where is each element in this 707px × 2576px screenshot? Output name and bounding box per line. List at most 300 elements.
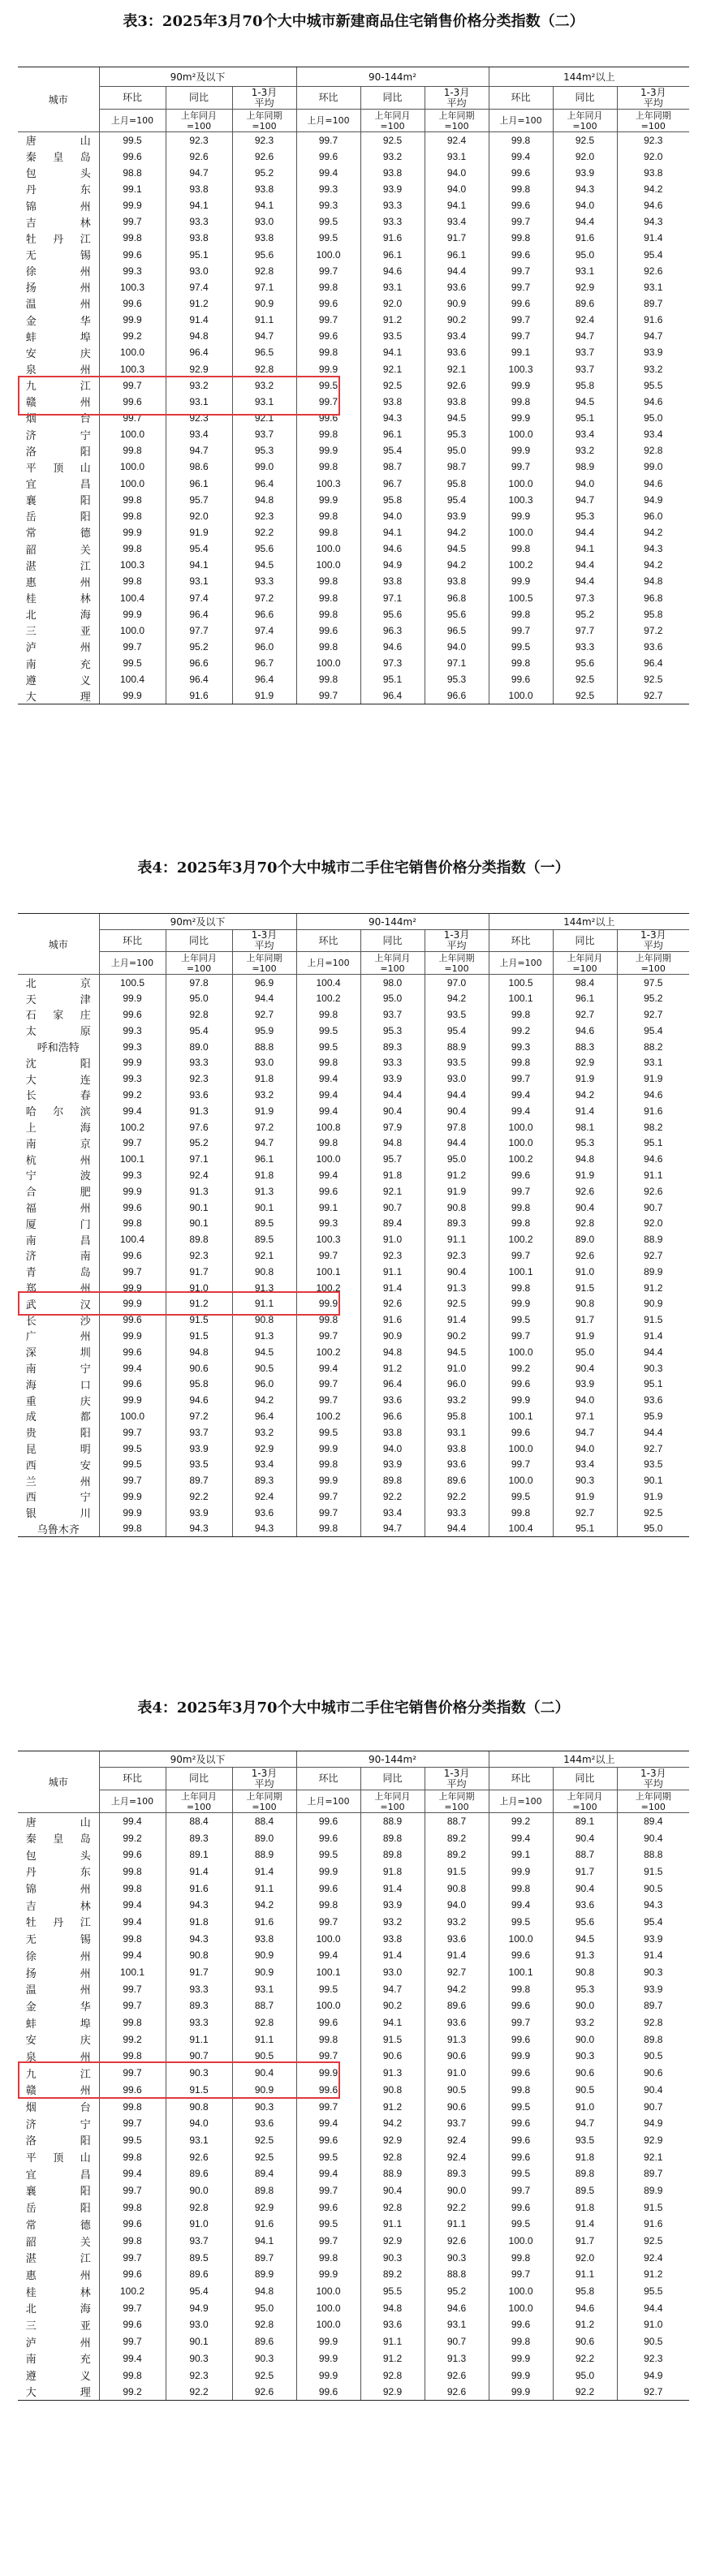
index-value: 99.6 — [489, 1947, 553, 1964]
index-value: 99.4 — [489, 1829, 553, 1846]
index-value: 92.1 — [360, 1183, 425, 1200]
index-value: 99.6 — [296, 2384, 360, 2401]
index-value: 99.5 — [296, 1039, 360, 1055]
index-value: 100.2 — [296, 990, 360, 1006]
index-value: 93.9 — [553, 1376, 617, 1392]
index-value: 95.0 — [553, 246, 617, 262]
table-row — [18, 1215, 689, 1231]
index-value: 99.7 — [489, 279, 553, 295]
table-title: 表4：2025年3月70个大中城市二手住宅销售价格分类指数（二） — [137, 1699, 570, 1717]
city-name: 呼和浩特 — [37, 1042, 80, 1055]
city-name: 太原 — [25, 1026, 91, 1039]
table-row — [18, 1914, 689, 1931]
index-value: 92.8 — [232, 263, 296, 279]
city-name: 遵义 — [25, 2371, 91, 2384]
index-value: 99.9 — [489, 2367, 553, 2384]
yoy-header: 同比 — [360, 930, 425, 952]
city-name: 北海 — [25, 610, 91, 622]
index-value: 90.4 — [553, 1880, 617, 1897]
index-value: 95.1 — [617, 1135, 689, 1151]
yoy-header: 同比 — [553, 1768, 617, 1790]
index-value: 94.4 — [617, 1424, 689, 1441]
ytd-avg-header: 1-3月 平均 — [617, 930, 689, 952]
city-name: 三亚 — [25, 2320, 91, 2333]
index-value: 99.9 — [99, 1505, 166, 1521]
index-value: 93.6 — [425, 1930, 489, 1947]
city-name: 重庆 — [25, 1395, 91, 1408]
index-value: 99.4 — [99, 1103, 166, 1119]
city-name: 昆明 — [25, 1444, 91, 1456]
table-row — [18, 1424, 689, 1441]
index-value: 100.0 — [489, 1119, 553, 1135]
index-value: 99.6 — [99, 1344, 166, 1360]
index-value: 90.5 — [617, 2333, 689, 2350]
index-value: 88.9 — [360, 2165, 425, 2182]
yoy-header: 同比 — [553, 930, 617, 952]
index-value: 94.1 — [360, 524, 425, 541]
index-value: 94.7 — [166, 165, 232, 181]
index-value: 92.2 — [360, 1488, 425, 1505]
index-value: 99.9 — [296, 2350, 360, 2367]
index-value: 99.4 — [296, 1947, 360, 1964]
index-value: 94.6 — [360, 639, 425, 655]
index-value: 90.6 — [553, 2065, 617, 2082]
index-value: 93.5 — [617, 1456, 689, 1472]
index-value: 99.8 — [489, 1054, 553, 1070]
index-value: 99.9 — [99, 197, 166, 213]
index-value: 99.9 — [489, 410, 553, 426]
index-value: 93.6 — [360, 2316, 425, 2333]
index-value: 93.9 — [360, 1070, 425, 1087]
index-value: 99.9 — [296, 2367, 360, 2384]
index-value: 90.7 — [617, 2098, 689, 2115]
index-value: 99.2 — [99, 1087, 166, 1103]
index-value: 99.6 — [489, 197, 553, 213]
index-value: 99.7 — [489, 2014, 553, 2031]
index-value: 91.7 — [553, 2233, 617, 2250]
index-value: 99.2 — [99, 2384, 166, 2401]
index-value: 93.7 — [360, 1006, 425, 1023]
yoy-header: 同比 — [553, 87, 617, 110]
table-row — [18, 197, 689, 213]
index-value: 94.6 — [617, 1151, 689, 1167]
index-value: 99.6 — [489, 1424, 553, 1441]
index-value: 92.3 — [166, 2367, 232, 2384]
index-value: 92.6 — [232, 149, 296, 165]
index-value: 92.6 — [425, 2384, 489, 2401]
index-value: 99.9 — [489, 2350, 553, 2367]
index-value: 93.7 — [425, 2115, 489, 2132]
table-row — [18, 475, 689, 491]
index-value: 93.6 — [617, 639, 689, 655]
index-value: 94.8 — [360, 1344, 425, 1360]
index-value: 93.1 — [360, 279, 425, 295]
index-value: 90.4 — [232, 2065, 296, 2082]
index-value: 91.6 — [360, 230, 425, 246]
index-value: 95.0 — [425, 1151, 489, 1167]
index-value: 94.0 — [553, 1392, 617, 1408]
index-value: 92.9 — [360, 2233, 425, 2250]
index-value: 91.7 — [425, 230, 489, 246]
city-name: 洛阳 — [25, 2135, 91, 2148]
index-value: 93.2 — [232, 1087, 296, 1103]
index-value: 92.8 — [232, 2014, 296, 2031]
table-row — [18, 1488, 689, 1505]
city-name: 青岛 — [25, 1267, 91, 1280]
index-value: 92.4 — [425, 132, 489, 149]
index-value: 90.3 — [617, 1964, 689, 1981]
index-value: 99.9 — [99, 312, 166, 328]
index-value: 99.8 — [296, 671, 360, 687]
index-value: 99.5 — [296, 1846, 360, 1863]
city-name: 九江 — [25, 381, 91, 394]
index-value: 99.9 — [296, 2333, 360, 2350]
index-value: 100.2 — [489, 557, 553, 573]
index-value: 93.3 — [360, 1054, 425, 1070]
index-value: 93.3 — [166, 1054, 232, 1070]
index-value: 92.6 — [425, 2367, 489, 2384]
index-value: 96.1 — [360, 426, 425, 442]
index-value: 94.1 — [360, 2014, 425, 2031]
table-row — [18, 2031, 689, 2048]
index-value: 99.9 — [489, 2384, 553, 2401]
index-value: 94.7 — [166, 442, 232, 459]
index-value: 90.5 — [425, 2082, 489, 2099]
index-value: 93.7 — [166, 1424, 232, 1441]
table-row — [18, 213, 689, 230]
table-row — [18, 1135, 689, 1151]
index-value: 94.7 — [553, 2115, 617, 2132]
city-name: 济南 — [25, 1251, 91, 1264]
table-row — [18, 1344, 689, 1360]
index-value: 99.8 — [99, 1863, 166, 1880]
index-value: 88.7 — [425, 1813, 489, 1830]
index-value: 93.5 — [360, 328, 425, 344]
index-value: 90.1 — [166, 1215, 232, 1231]
index-value: 99.8 — [99, 230, 166, 246]
index-value: 90.5 — [617, 2048, 689, 2065]
index-value: 94.4 — [617, 1344, 689, 1360]
table-row — [18, 181, 689, 197]
index-value: 91.9 — [166, 524, 232, 541]
city-name: 安庆 — [25, 2035, 91, 2048]
index-value: 97.1 — [360, 589, 425, 605]
index-value: 92.6 — [617, 1183, 689, 1200]
index-value: 94.1 — [232, 197, 296, 213]
index-value: 100.5 — [489, 589, 553, 605]
city-name: 银川 — [25, 1508, 91, 1521]
index-value: 91.4 — [617, 230, 689, 246]
index-value: 100.0 — [489, 1441, 553, 1457]
index-value: 94.7 — [232, 1135, 296, 1151]
index-value: 91.9 — [553, 1070, 617, 1087]
index-value: 91.9 — [232, 687, 296, 704]
index-value: 99.4 — [489, 1897, 553, 1914]
index-value: 95.4 — [166, 1023, 232, 1039]
index-value: 99.6 — [296, 1829, 360, 1846]
city-name: 南京 — [25, 1138, 91, 1151]
index-value: 93.9 — [553, 165, 617, 181]
index-value: 92.4 — [166, 1167, 232, 1183]
index-value: 95.0 — [166, 990, 232, 1006]
index-value: 100.0 — [99, 475, 166, 491]
index-value: 100.3 — [296, 475, 360, 491]
base-prev-month: 上月=100 — [296, 1790, 360, 1813]
index-value: 89.4 — [360, 1215, 425, 1231]
index-value: 94.7 — [553, 492, 617, 508]
table-row — [18, 622, 689, 639]
index-value: 100.2 — [296, 1280, 360, 1296]
city-name: 锦州 — [25, 1884, 91, 1897]
city-name: 南昌 — [25, 1234, 91, 1247]
city-name: 泸州 — [25, 2337, 91, 2350]
index-value: 91.3 — [553, 1947, 617, 1964]
index-value: 99.9 — [489, 573, 553, 589]
index-value: 93.2 — [232, 1424, 296, 1441]
city-name: 贵阳 — [25, 1428, 91, 1441]
index-value: 93.1 — [425, 149, 489, 165]
index-value: 93.4 — [425, 213, 489, 230]
table-row — [18, 2283, 689, 2300]
index-value: 99.7 — [99, 410, 166, 426]
index-value: 93.0 — [360, 1964, 425, 1981]
index-value: 92.3 — [166, 1247, 232, 1264]
index-value: 99.4 — [296, 1070, 360, 1087]
table-row — [18, 2216, 689, 2233]
index-value: 92.3 — [166, 1070, 232, 1087]
index-value: 89.4 — [617, 1813, 689, 1830]
index-value: 95.4 — [617, 1023, 689, 1039]
index-value: 92.8 — [553, 1215, 617, 1231]
index-value: 97.0 — [425, 975, 489, 991]
size-group-header: 144m²以上 — [489, 1751, 689, 1768]
index-value: 89.8 — [617, 2031, 689, 2048]
index-value: 94.0 — [360, 1441, 425, 1457]
index-value: 89.6 — [166, 2266, 232, 2283]
index-value: 95.5 — [360, 2283, 425, 2300]
city-name: 唐山 — [25, 136, 91, 149]
ytd-avg-header: 1-3月 平均 — [425, 87, 489, 110]
index-value: 99.6 — [99, 2266, 166, 2283]
index-value: 90.4 — [425, 1264, 489, 1280]
index-value: 99.7 — [489, 328, 553, 344]
index-value: 93.1 — [425, 2316, 489, 2333]
base-same-period: 上年同期 =100 — [425, 110, 489, 132]
index-value: 92.0 — [360, 295, 425, 312]
index-value: 100.1 — [489, 1408, 553, 1424]
table-row — [18, 2266, 689, 2283]
index-value: 99.7 — [296, 1247, 360, 1264]
index-value: 91.5 — [553, 1280, 617, 1296]
index-value: 94.3 — [617, 213, 689, 230]
index-value: 91.9 — [232, 1103, 296, 1119]
index-value: 92.9 — [360, 2384, 425, 2401]
index-value: 92.7 — [425, 1964, 489, 1981]
table-row — [18, 2333, 689, 2350]
index-value: 91.9 — [553, 1328, 617, 1344]
index-value: 94.5 — [553, 1930, 617, 1947]
table-row — [18, 1408, 689, 1424]
table-row — [18, 2299, 689, 2316]
index-value: 99.7 — [296, 312, 360, 328]
index-value: 93.1 — [617, 279, 689, 295]
index-value: 99.8 — [99, 492, 166, 508]
index-value: 99.6 — [489, 2065, 553, 2082]
index-value: 90.9 — [232, 1964, 296, 1981]
city-name: 常德 — [25, 528, 91, 541]
index-value: 91.6 — [617, 2216, 689, 2233]
index-value: 90.3 — [553, 1472, 617, 1488]
index-value: 95.0 — [617, 410, 689, 426]
index-value: 91.5 — [360, 2031, 425, 2048]
index-value: 99.3 — [99, 1023, 166, 1039]
index-value: 95.8 — [360, 492, 425, 508]
index-value: 90.8 — [166, 2098, 232, 2115]
city-name: 牡丹江 — [25, 1917, 91, 1930]
index-value: 96.4 — [232, 671, 296, 687]
index-value: 99.7 — [99, 2249, 166, 2266]
table-row — [18, 2199, 689, 2216]
index-value: 99.7 — [489, 2266, 553, 2283]
table-row — [18, 1183, 689, 1200]
index-value: 99.5 — [489, 2098, 553, 2115]
index-value: 91.7 — [166, 1964, 232, 1981]
city-name: 泉州 — [25, 364, 91, 377]
index-value: 97.2 — [232, 1119, 296, 1135]
index-value: 99.7 — [296, 2182, 360, 2199]
index-value: 91.4 — [232, 1863, 296, 1880]
index-value: 92.8 — [166, 2199, 232, 2216]
index-value: 91.5 — [425, 1863, 489, 1880]
size-group-header: 90m²及以下 — [99, 67, 296, 87]
index-value: 94.3 — [553, 181, 617, 197]
index-value: 94.5 — [425, 541, 489, 557]
index-value: 99.7 — [489, 459, 553, 475]
index-value: 99.5 — [99, 2132, 166, 2149]
index-value: 89.8 — [360, 1846, 425, 1863]
index-value: 99.6 — [489, 2132, 553, 2149]
index-value: 99.6 — [489, 2148, 553, 2165]
index-value: 89.8 — [553, 2165, 617, 2182]
index-value: 99.7 — [296, 2098, 360, 2115]
index-value: 99.7 — [99, 1472, 166, 1488]
index-value: 99.4 — [99, 1360, 166, 1376]
index-value: 89.7 — [617, 1997, 689, 2014]
index-value: 99.6 — [99, 2316, 166, 2333]
index-value: 99.8 — [296, 2031, 360, 2048]
index-value: 96.4 — [166, 671, 232, 687]
index-value: 99.8 — [296, 426, 360, 442]
index-value: 93.2 — [553, 442, 617, 459]
index-value: 100.0 — [296, 541, 360, 557]
index-value: 99.7 — [296, 263, 360, 279]
base-same-period: 上年同期 =100 — [232, 952, 296, 975]
index-value: 91.2 — [360, 2350, 425, 2367]
index-value: 99.6 — [99, 1200, 166, 1216]
index-value: 99.9 — [296, 442, 360, 459]
index-value: 91.4 — [166, 1863, 232, 1880]
table-row — [18, 132, 689, 149]
index-value: 89.2 — [360, 2266, 425, 2283]
index-value: 96.0 — [232, 639, 296, 655]
index-value: 93.3 — [166, 213, 232, 230]
table-row — [18, 1328, 689, 1344]
index-value: 90.8 — [166, 1947, 232, 1964]
index-value: 91.4 — [617, 1328, 689, 1344]
header-row-groups — [18, 67, 689, 87]
table-row — [18, 2115, 689, 2132]
index-value: 91.4 — [617, 1947, 689, 1964]
city-name: 湛江 — [25, 560, 91, 573]
table-row — [18, 1070, 689, 1087]
index-value: 90.1 — [166, 2333, 232, 2350]
index-value: 89.7 — [617, 295, 689, 312]
index-value: 94.6 — [617, 1087, 689, 1103]
index-value: 99.0 — [232, 459, 296, 475]
index-value: 94.8 — [360, 1135, 425, 1151]
index-value: 92.2 — [166, 1488, 232, 1505]
index-value: 98.8 — [99, 165, 166, 181]
index-value: 94.4 — [553, 213, 617, 230]
index-value: 92.9 — [232, 1441, 296, 1457]
ytd-avg-header: 1-3月 平均 — [617, 87, 689, 110]
city-name: 九江 — [25, 2068, 91, 2081]
index-value: 99.4 — [296, 2115, 360, 2132]
base-same-month: 上年同月 =100 — [553, 110, 617, 132]
index-value: 90.8 — [425, 1880, 489, 1897]
index-value: 91.4 — [360, 1280, 425, 1296]
index-value: 96.9 — [232, 975, 296, 991]
index-value: 99.8 — [99, 2367, 166, 2384]
index-value: 91.6 — [166, 687, 232, 704]
index-value: 99.9 — [489, 1392, 553, 1408]
index-value: 95.5 — [617, 2283, 689, 2300]
index-value: 89.9 — [617, 2182, 689, 2199]
index-value: 91.0 — [166, 2216, 232, 2233]
index-value: 91.3 — [360, 2065, 425, 2082]
city-name: 济宁 — [25, 429, 91, 442]
index-value: 91.3 — [425, 1280, 489, 1296]
city-name: 蚌埠 — [25, 2018, 91, 2031]
city-name: 北京 — [25, 978, 91, 991]
city-name: 常德 — [25, 2219, 91, 2232]
index-value: 99.8 — [489, 541, 553, 557]
index-value: 99.9 — [489, 508, 553, 524]
table-row — [18, 655, 689, 671]
table-row — [18, 1023, 689, 1039]
index-value: 96.6 — [360, 1408, 425, 1424]
index-value: 99.6 — [296, 2199, 360, 2216]
index-value: 95.2 — [166, 1135, 232, 1151]
index-value: 94.3 — [166, 1897, 232, 1914]
table-row — [18, 1054, 689, 1070]
index-value: 93.2 — [425, 1914, 489, 1931]
index-value: 95.2 — [232, 165, 296, 181]
index-value: 88.8 — [617, 1846, 689, 1863]
index-value: 96.5 — [425, 622, 489, 639]
table-row — [18, 344, 689, 360]
index-value: 99.6 — [489, 2115, 553, 2132]
index-value: 92.4 — [232, 1488, 296, 1505]
city-name: 金华 — [25, 315, 91, 328]
index-value: 94.4 — [360, 1087, 425, 1103]
index-value: 99.6 — [296, 2082, 360, 2099]
index-value: 89.8 — [360, 1472, 425, 1488]
table-row — [18, 1119, 689, 1135]
index-value: 88.9 — [232, 1846, 296, 1863]
index-value: 100.1 — [99, 1151, 166, 1167]
index-value: 91.2 — [360, 312, 425, 328]
